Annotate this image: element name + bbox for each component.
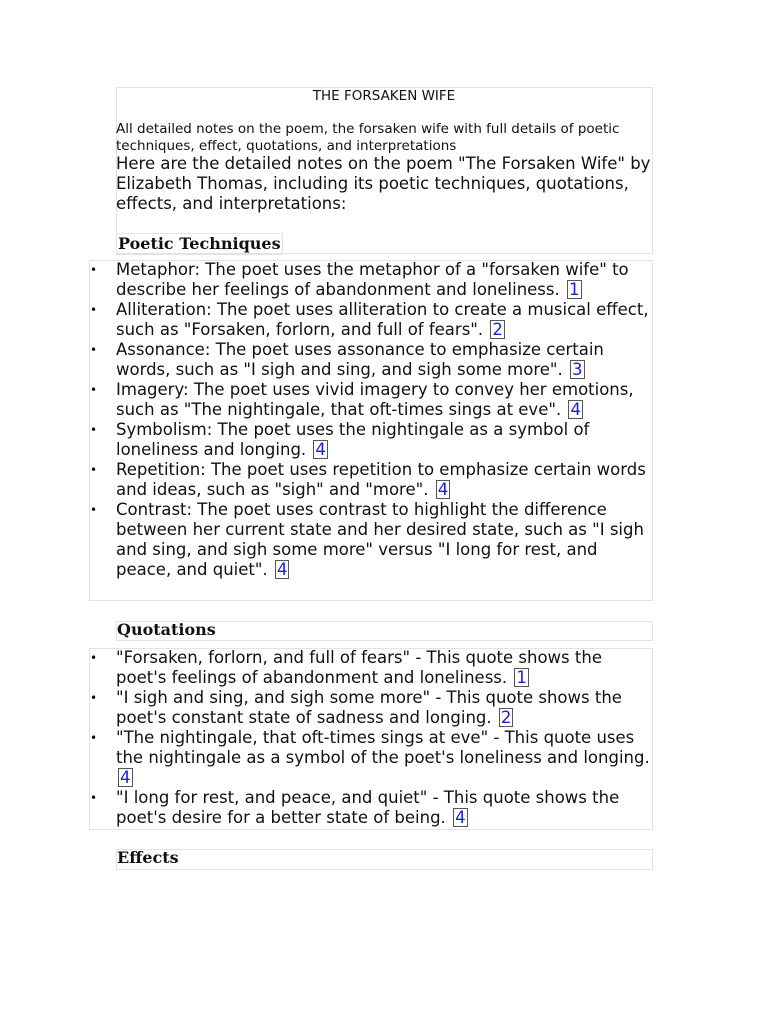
techniques-list-item <box>90 260 652 300</box>
reference-link[interactable]: 4 <box>315 440 326 459</box>
reference-link[interactable]: 3 <box>572 360 583 379</box>
bullet-icon: • <box>90 263 98 277</box>
list-item-text: Metaphor: The poet uses the metaphor of a "forsaken wife" to describe her feelings of abandonment and loneliness. <box>116 260 629 299</box>
list-item-text: Imagery: The poet uses vivid imagery to convey her emotions, such as "The nightingale, that oft-times sings at eve". <box>116 380 634 419</box>
quotations-list-item <box>90 728 652 788</box>
techniques-list-item <box>90 340 652 380</box>
quotations-list-item <box>90 788 652 828</box>
techniques-list-item <box>90 460 652 500</box>
section-heading-effects: Effects <box>117 848 179 867</box>
bullet-icon: • <box>90 383 98 397</box>
reference-link[interactable]: 1 <box>516 668 527 687</box>
techniques-list <box>90 260 652 580</box>
techniques-list-item <box>90 300 652 340</box>
list-item-text: Assonance: The poet uses assonance to emphasize certain words, such as "I sigh and sing, and sigh some more". <box>116 340 604 379</box>
list-item-text: "I long for rest, and peace, and quiet" - This quote shows the poet's desire for a better state of being. <box>116 788 620 827</box>
section-heading-quotations: Quotations <box>117 620 216 639</box>
bullet-icon: • <box>90 343 98 357</box>
reference-link[interactable]: 4 <box>437 480 449 499</box>
reference-link[interactable]: 4 <box>120 768 131 787</box>
techniques-list-item <box>90 500 652 580</box>
list-item-text: Contrast: The poet uses contrast to highlight the difference between her current state and her desired state, such as "I sigh and sing, and sigh some more" versus "I long for rest, and peace, and quiet". <box>116 500 644 579</box>
list-item-text: Repetition: The poet uses repetition to emphasize certain words and ideas, such as "sigh" and "more". <box>116 460 646 499</box>
techniques-list-item <box>90 380 652 420</box>
bullet-icon: • <box>90 303 98 317</box>
list-item-text: "I sigh and sing, and sigh some more" - This quote shows the poet's constant state of sadness and longing. <box>116 688 622 727</box>
section-heading-techniques: Poetic Techniques <box>118 234 281 253</box>
quotations-list-item <box>90 688 652 728</box>
list-item-text: "Forsaken, forlorn, and full of fears" - This quote shows the poet's feelings of abandonment and loneliness. <box>116 648 602 687</box>
bullet-icon: • <box>90 691 98 705</box>
bullet-icon: • <box>90 463 98 477</box>
bullet-icon: • <box>90 731 98 745</box>
reference-link[interactable]: 4 <box>276 560 288 579</box>
list-item-text: Alliteration: The poet uses alliteration to create a musical effect, such as "Forsaken, forlorn, and full of fears". <box>116 300 649 339</box>
document-subtitle: All detailed notes on the poem, the forsaken wife with full details of poetic techniques, effect, quotations, and interpretations <box>116 121 620 154</box>
list-item-text: Symbolism: The poet uses the nightingale as a symbol of loneliness and longing. <box>116 420 590 459</box>
list-item-text: "The nightingale, that oft-times sings at eve" - This quote uses the nightingale as a symbol of the poet's loneliness and longing. <box>116 728 650 767</box>
reference-link[interactable]: 4 <box>570 400 581 419</box>
bullet-icon: • <box>90 503 98 517</box>
quotations-list-item <box>90 648 652 688</box>
techniques-list-item <box>90 420 652 460</box>
reference-link[interactable]: 1 <box>569 280 580 299</box>
reference-link[interactable]: 2 <box>492 320 503 339</box>
reference-link[interactable]: 2 <box>500 708 512 727</box>
reference-link[interactable]: 4 <box>455 808 466 827</box>
bullet-icon: • <box>90 651 98 665</box>
intro-paragraph: Here are the detailed notes on the poem "The Forsaken Wife" by Elizabeth Thomas, including its poetic techniques, quotations, effects, and interpretations: <box>116 154 651 213</box>
quotations-list <box>90 648 652 828</box>
bullet-icon: • <box>90 791 98 805</box>
bullet-icon: • <box>90 423 98 437</box>
document-title: THE FORSAKEN WIFE <box>312 88 456 104</box>
effects-heading-frame <box>116 849 653 870</box>
